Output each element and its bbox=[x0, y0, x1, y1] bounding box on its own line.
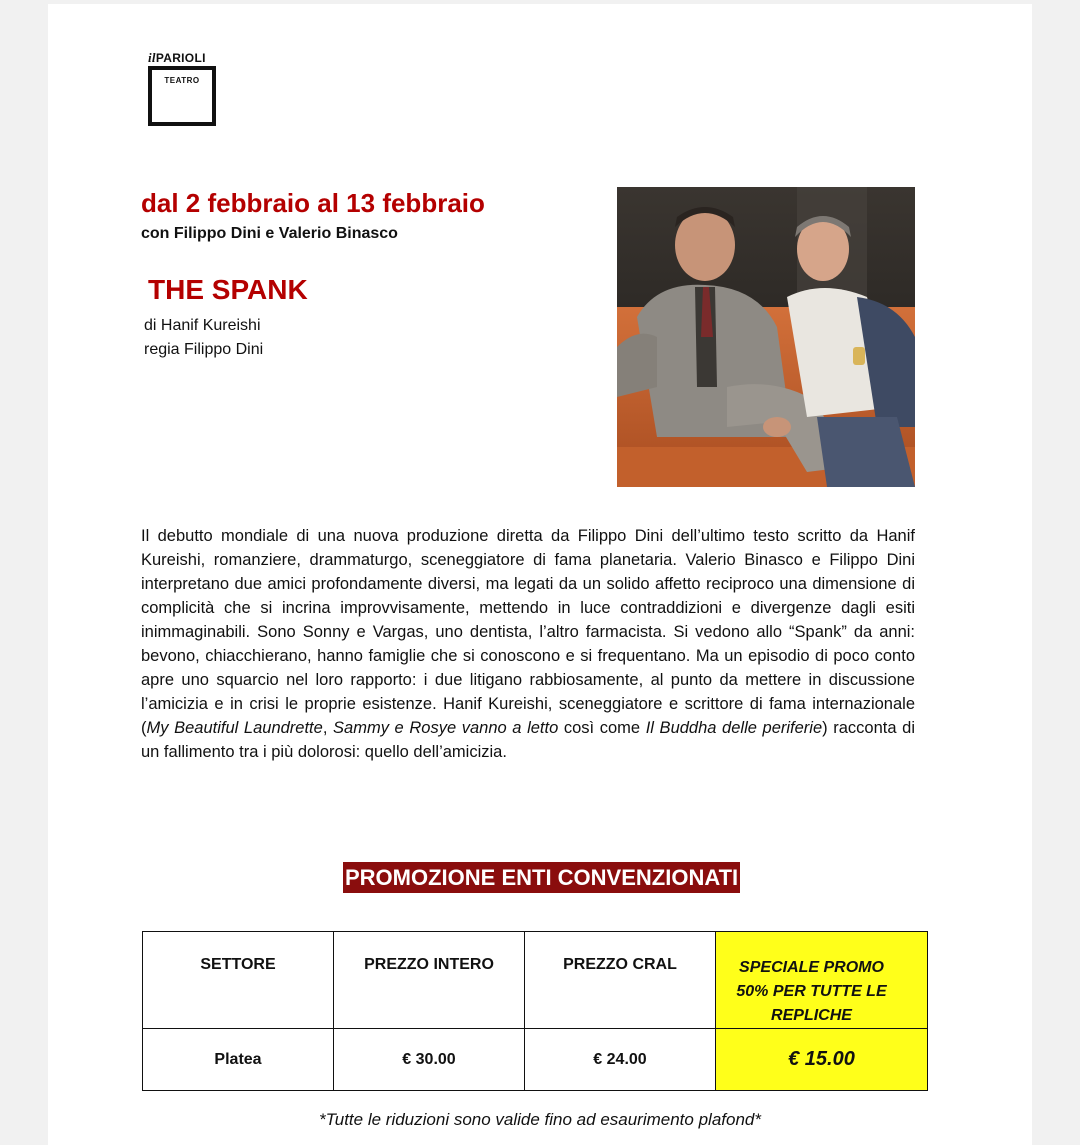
logo-box bbox=[148, 66, 216, 126]
show-author: di Hanif Kureishi bbox=[144, 317, 261, 334]
show-title: THE SPANK bbox=[148, 274, 308, 305]
sector-cell: Platea bbox=[143, 1029, 334, 1091]
work-title: Sammy e Rosye vanno a letto bbox=[333, 719, 559, 737]
stage-photo-illustration bbox=[617, 187, 915, 487]
header-cell: PREZZO CRAL bbox=[525, 932, 716, 1029]
event-dates: dal 2 febbraio al 13 febbraio bbox=[141, 188, 485, 218]
show-director: regia Filippo Dini bbox=[144, 341, 264, 358]
logo-subtitle: TEATRO bbox=[164, 76, 200, 85]
logo-wordmark: ilPARIOLI bbox=[148, 50, 206, 65]
event-cast: con Filippo Dini e Valerio Binasco bbox=[141, 225, 398, 242]
show-credits bbox=[144, 314, 263, 362]
promo-price-cell: € 15.00 bbox=[716, 1029, 928, 1091]
show-description: Il debutto mondiale di una nuova produzione diretta da Filippo Dini dell’ultimo testo scritto da Hanif Kureishi, romanziere, drammaturgo, sceneggiatore di fama planetaria. Valerio Binasco e Filippo Dini interpretano due amici profondamente diversi, ma legati da un solido affetto reciproco una dimensione di complicità che si incrina improvvisamente, mettendo in luce contraddizioni e divergenze dagli esiti inimmaginabili. Sono Sonny e Vargas, uno dentista, l’altro farmacista. Si vedono allo “Spank” da anni: bevono, chiacchierano, hanno famiglie che si conoscono e si frequentano. Ma un episodio di poco conto apre uno squarcio nel loro rapporto: i due litigano rabbiosamente, al punto da mettere in discussione l’amicizia e in crisi le proprie esistenze. Hanif Kureishi, sceneggiatore e scrittore di fama internazionale (My Beautiful Laundrette, Sammy e Rosye vanno a letto così come Il Buddha delle periferie) racconta di un fallimento tra i più dolorosi: quello dell’amicizia. bbox=[141, 527, 915, 761]
header-cell: SETTORE bbox=[143, 932, 334, 1029]
price-table bbox=[142, 931, 928, 1091]
work-title: Il Buddha delle periferie bbox=[645, 719, 823, 737]
stage-photo bbox=[617, 187, 915, 487]
document-page bbox=[48, 4, 1032, 1145]
table-row bbox=[143, 1029, 928, 1091]
header-cell: PREZZO INTERO bbox=[334, 932, 525, 1029]
header-cell-promo: SPECIALE PROMO 50% PER TUTTE LE REPLICHE bbox=[716, 932, 928, 1029]
full-price-cell: € 30.00 bbox=[334, 1029, 525, 1091]
table-header-row bbox=[143, 932, 928, 1029]
teatro-parioli-logo bbox=[148, 50, 218, 130]
discount-note: *Tutte le riduzioni sono valide fino ad esaurimento plafond* bbox=[319, 1110, 761, 1129]
work-title: My Beautiful Laundrette bbox=[146, 719, 323, 737]
promo-banner: PROMOZIONE ENTI CONVENZIONATI bbox=[343, 862, 740, 893]
cral-price-cell: € 24.00 bbox=[525, 1029, 716, 1091]
